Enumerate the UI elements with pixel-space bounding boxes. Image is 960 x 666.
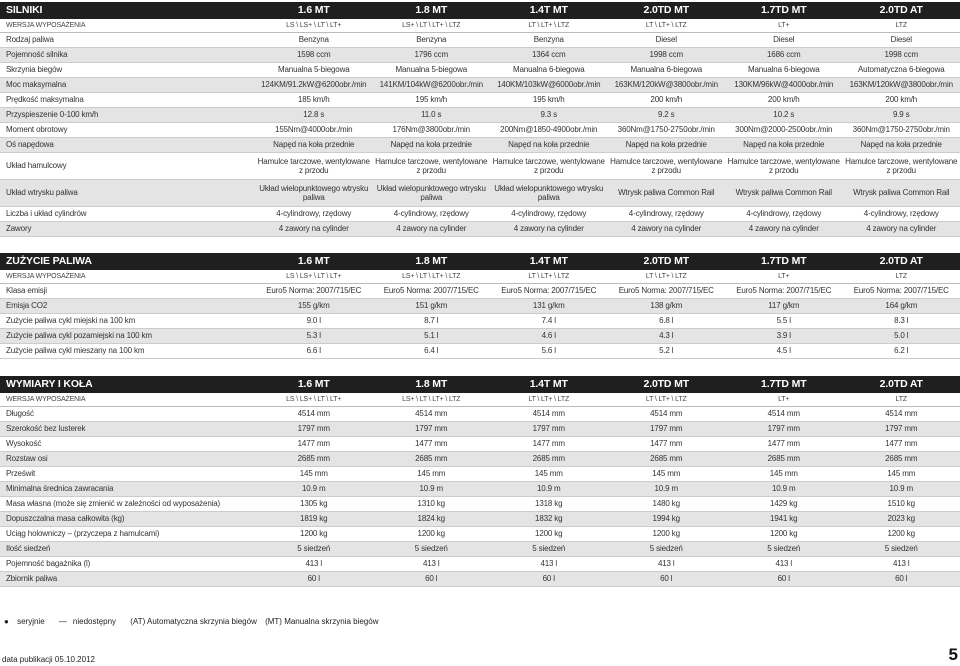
page-number: 5: [948, 645, 958, 664]
row-value: 4-cylindrowy, rzędowy: [373, 207, 491, 222]
table-row: [0, 153, 960, 180]
row-value: 1598 ccm: [255, 48, 373, 63]
legend-at: (AT) Automatyczna skrzynia biegów: [130, 617, 257, 626]
row-value: 1477 mm: [490, 437, 608, 452]
row-value: 11.0 s: [373, 108, 491, 123]
row-value: 9.3 s: [490, 108, 608, 123]
row-value: 10.9 m: [255, 482, 373, 497]
row-value: Diesel: [725, 33, 843, 48]
table-row: [0, 108, 960, 123]
row-value: 1686 ccm: [725, 48, 843, 63]
row-value: 145 mm: [608, 467, 726, 482]
table-row: [0, 180, 960, 207]
table-row: [0, 527, 960, 542]
row-value: 413 l: [843, 557, 960, 572]
row-value: Euro5 Norma: 2007/715/EC: [725, 284, 843, 299]
row-value: 60 l: [490, 572, 608, 587]
row-value: 4 zawory na cylinder: [255, 222, 373, 237]
row-value: 130KM/96kW@4000obr./min: [725, 78, 843, 93]
dims-table: [0, 376, 960, 587]
row-value: 360Nm@1750-2750obr./min: [608, 123, 726, 138]
row-value: Hamulce tarczowe, wentylowane z przodu: [843, 153, 960, 180]
legend-standard: ● seryjnie: [4, 617, 45, 626]
row-value: 5.5 l: [725, 314, 843, 329]
trim-value: LT+: [725, 270, 843, 284]
row-value: 117 g/km: [725, 299, 843, 314]
row-value: 145 mm: [373, 467, 491, 482]
row-value: 1797 mm: [490, 422, 608, 437]
row-value: 300Nm@2000-2500obr./min: [725, 123, 843, 138]
row-value: Hamulce tarczowe, wentylowane z przodu: [490, 153, 608, 180]
trim-value: LS \ LS+ \ LT \ LT+: [255, 393, 373, 407]
row-value: 5 siedzeń: [843, 542, 960, 557]
row-value: Hamulce tarczowe, wentylowane z przodu: [255, 153, 373, 180]
row-value: 1477 mm: [255, 437, 373, 452]
row-label: Rodzaj paliwa: [0, 33, 255, 48]
table-row: [0, 299, 960, 314]
row-value: 1477 mm: [608, 437, 726, 452]
row-value: 10.9 m: [843, 482, 960, 497]
column-header: 2.0TD AT: [843, 376, 960, 393]
row-value: 1796 ccm: [373, 48, 491, 63]
table-row: [0, 314, 960, 329]
row-value: 413 l: [608, 557, 726, 572]
row-label: Pojemność silnika: [0, 48, 255, 63]
column-header: 2.0TD AT: [843, 2, 960, 19]
trim-value: LS \ LS+ \ LT \ LT+: [255, 19, 373, 33]
column-header: 2.0TD AT: [843, 253, 960, 270]
row-label: Oś napędowa: [0, 138, 255, 153]
row-label: Pojemność bagażnika (l): [0, 557, 255, 572]
row-value: 6.2 l: [843, 344, 960, 359]
row-value: 1200 kg: [725, 527, 843, 542]
row-value: 145 mm: [725, 467, 843, 482]
row-value: 163KM/120kW@3800obr./min: [608, 78, 726, 93]
row-value: 413 l: [725, 557, 843, 572]
row-label: Rozstaw osi: [0, 452, 255, 467]
row-value: 5 siedzeń: [608, 542, 726, 557]
row-value: 5 siedzeń: [725, 542, 843, 557]
trim-value: LS \ LS+ \ LT \ LT+: [255, 270, 373, 284]
column-header: 1.6 MT: [255, 253, 373, 270]
row-value: 5.1 l: [373, 329, 491, 344]
table-row: [0, 437, 960, 452]
table-row: [0, 78, 960, 93]
row-label: Moment obrotowy: [0, 123, 255, 138]
row-value: 6.6 l: [255, 344, 373, 359]
row-value: Benzyna: [373, 33, 491, 48]
row-value: 4-cylindrowy, rzędowy: [255, 207, 373, 222]
dims-header-row: [0, 376, 960, 393]
row-value: 3.9 l: [725, 329, 843, 344]
row-label: Długość: [0, 407, 255, 422]
row-value: 5 siedzeń: [373, 542, 491, 557]
table-row: [0, 33, 960, 48]
row-value: 131 g/km: [490, 299, 608, 314]
row-value: 4 zawory na cylinder: [608, 222, 726, 237]
row-value: 4514 mm: [608, 407, 726, 422]
column-header: 2.0TD MT: [608, 376, 726, 393]
row-value: 4514 mm: [490, 407, 608, 422]
row-value: 1994 kg: [608, 512, 726, 527]
row-label: Zużycie paliwa cykl miejski na 100 km: [0, 314, 255, 329]
trim-value: LT+: [725, 393, 843, 407]
row-value: 1477 mm: [843, 437, 960, 452]
row-value: 1824 kg: [373, 512, 491, 527]
row-value: 145 mm: [255, 467, 373, 482]
row-value: 1797 mm: [725, 422, 843, 437]
table-row: [0, 48, 960, 63]
row-value: 1797 mm: [608, 422, 726, 437]
section-title: SILNIKI: [0, 2, 255, 19]
trim-value: LT \ LT+ \ LTZ: [490, 19, 608, 33]
row-value: 9.9 s: [843, 108, 960, 123]
row-label: Zawory: [0, 222, 255, 237]
row-value: 124KM/91.2kW@6200obr./min: [255, 78, 373, 93]
row-value: Napęd na koła przednie: [843, 138, 960, 153]
row-value: 1797 mm: [843, 422, 960, 437]
trim-value: LT \ LT+ \ LTZ: [490, 393, 608, 407]
row-value: 2685 mm: [725, 452, 843, 467]
table-row: [0, 542, 960, 557]
row-value: 60 l: [608, 572, 726, 587]
row-value: Wtrysk paliwa Common Rail: [843, 180, 960, 207]
row-label: Masa własna (może się zmienić w zależności od wyposażenia): [0, 497, 255, 512]
row-value: 1832 kg: [490, 512, 608, 527]
row-value: 2685 mm: [373, 452, 491, 467]
dot-icon: ●: [4, 617, 9, 626]
row-value: 2685 mm: [490, 452, 608, 467]
row-value: 4.5 l: [725, 344, 843, 359]
table-row: [0, 572, 960, 587]
row-value: 9.0 l: [255, 314, 373, 329]
publication-date: data publikacji 05.10.2012: [2, 655, 95, 664]
trim-value: LTZ: [843, 270, 960, 284]
trim-value: LS+ \ LT \ LT+ \ LTZ: [373, 393, 491, 407]
row-value: 4.6 l: [490, 329, 608, 344]
trim-label: WERSJA WYPOSAŻENIA: [0, 270, 255, 284]
table-row: [0, 93, 960, 108]
row-value: 5 siedzeń: [255, 542, 373, 557]
trim-value: LTZ: [843, 19, 960, 33]
row-value: 5.2 l: [608, 344, 726, 359]
trim-value: LT \ LT+ \ LTZ: [490, 270, 608, 284]
section-title: WYMIARY I KOŁA: [0, 376, 255, 393]
row-value: 4-cylindrowy, rzędowy: [843, 207, 960, 222]
row-value: Manualna 5-biegowa: [373, 63, 491, 78]
column-header: 1.8 MT: [373, 2, 491, 19]
row-value: Napęd na koła przednie: [608, 138, 726, 153]
trim-value: LS+ \ LT \ LT+ \ LTZ: [373, 19, 491, 33]
trim-value: LTZ: [843, 393, 960, 407]
row-value: 200 km/h: [725, 93, 843, 108]
table-row: [0, 557, 960, 572]
column-header: 2.0TD MT: [608, 2, 726, 19]
row-value: Manualna 6-biegowa: [608, 63, 726, 78]
column-header: 1.4T MT: [490, 253, 608, 270]
trim-label: WERSJA WYPOSAŻENIA: [0, 19, 255, 33]
row-value: 145 mm: [490, 467, 608, 482]
row-value: 2685 mm: [843, 452, 960, 467]
fuel-header-row: [0, 253, 960, 270]
table-row: [0, 407, 960, 422]
row-value: 1941 kg: [725, 512, 843, 527]
row-value: 1364 ccm: [490, 48, 608, 63]
trim-value: LS+ \ LT \ LT+ \ LTZ: [373, 270, 491, 284]
row-value: Układ wielopunktowego wtrysku paliwa: [490, 180, 608, 207]
engine-section: [0, 2, 960, 237]
row-value: 1200 kg: [843, 527, 960, 542]
row-value: 141KM/104kW@6200obr./min: [373, 78, 491, 93]
row-value: 155Nm@4000obr./min: [255, 123, 373, 138]
row-value: Wtrysk paliwa Common Rail: [725, 180, 843, 207]
table-row: [0, 63, 960, 78]
row-value: 1510 kg: [843, 497, 960, 512]
table-row: [0, 452, 960, 467]
row-value: 4 zawory na cylinder: [843, 222, 960, 237]
row-value: Euro5 Norma: 2007/715/EC: [608, 284, 726, 299]
row-label: Układ hamulcowy: [0, 153, 255, 180]
row-value: 200 km/h: [608, 93, 726, 108]
row-value: 60 l: [373, 572, 491, 587]
row-label: Emisja CO2: [0, 299, 255, 314]
row-value: 195 km/h: [490, 93, 608, 108]
row-value: Hamulce tarczowe, wentylowane z przodu: [373, 153, 491, 180]
row-value: Hamulce tarczowe, wentylowane z przodu: [725, 153, 843, 180]
table-row: [0, 207, 960, 222]
row-value: 4-cylindrowy, rzędowy: [725, 207, 843, 222]
row-value: 413 l: [255, 557, 373, 572]
table-row: [0, 222, 960, 237]
column-header: 1.4T MT: [490, 2, 608, 19]
row-value: 1797 mm: [255, 422, 373, 437]
row-value: 8.7 l: [373, 314, 491, 329]
trim-row: [0, 270, 960, 284]
table-row: [0, 482, 960, 497]
row-value: Diesel: [608, 33, 726, 48]
row-value: 4514 mm: [843, 407, 960, 422]
legend: [4, 617, 384, 626]
row-value: 1200 kg: [373, 527, 491, 542]
row-value: Napęd na koła przednie: [255, 138, 373, 153]
row-value: Diesel: [843, 33, 960, 48]
row-label: Minimalna średnica zawracania: [0, 482, 255, 497]
column-header: 2.0TD MT: [608, 253, 726, 270]
row-value: 4-cylindrowy, rzędowy: [608, 207, 726, 222]
row-value: 145 mm: [843, 467, 960, 482]
row-value: 1998 ccm: [843, 48, 960, 63]
row-value: 8.3 l: [843, 314, 960, 329]
row-value: 10.9 m: [725, 482, 843, 497]
trim-value: LT+: [725, 19, 843, 33]
table-row: [0, 497, 960, 512]
table-row: [0, 512, 960, 527]
row-value: 413 l: [373, 557, 491, 572]
row-value: 60 l: [843, 572, 960, 587]
row-label: Zbiornik paliwa: [0, 572, 255, 587]
row-value: Układ wielopunktowego wtrysku paliwa: [373, 180, 491, 207]
row-value: 1477 mm: [373, 437, 491, 452]
engine-rows: [0, 33, 960, 237]
row-value: 4 zawory na cylinder: [725, 222, 843, 237]
row-value: Euro5 Norma: 2007/715/EC: [490, 284, 608, 299]
section-title: ZUŻYCIE PALIWA: [0, 253, 255, 270]
table-row: [0, 467, 960, 482]
engine-header-row: [0, 2, 960, 19]
row-value: 4 zawory na cylinder: [373, 222, 491, 237]
column-header: 1.7TD MT: [725, 253, 843, 270]
row-value: Napęd na koła przednie: [725, 138, 843, 153]
trim-value: LT \ LT+ \ LTZ: [608, 19, 726, 33]
row-value: 1429 kg: [725, 497, 843, 512]
row-value: 5.3 l: [255, 329, 373, 344]
legend-unavailable: — niedostępny: [58, 617, 117, 626]
row-label: Szerokość bez lusterek: [0, 422, 255, 437]
row-value: 4 zawory na cylinder: [490, 222, 608, 237]
row-value: 360Nm@1750-2750obr./min: [843, 123, 960, 138]
dash-icon: —: [58, 617, 67, 626]
row-value: Manualna 5-biegowa: [255, 63, 373, 78]
row-value: 1200 kg: [490, 527, 608, 542]
row-value: Manualna 6-biegowa: [725, 63, 843, 78]
row-value: 176Nm@3800obr./min: [373, 123, 491, 138]
row-label: Liczba i układ cylindrów: [0, 207, 255, 222]
row-label: Moc maksymalna: [0, 78, 255, 93]
fuel-rows: [0, 284, 960, 359]
row-value: 12.8 s: [255, 108, 373, 123]
row-label: Uciąg holowniczy – (przyczepa z hamulcami): [0, 527, 255, 542]
row-value: 4514 mm: [725, 407, 843, 422]
trim-label: WERSJA WYPOSAŻENIA: [0, 393, 255, 407]
row-value: 10.9 m: [608, 482, 726, 497]
row-value: Hamulce tarczowe, wentylowane z przodu: [608, 153, 726, 180]
row-value: 200 km/h: [843, 93, 960, 108]
row-value: Wtrysk paliwa Common Rail: [608, 180, 726, 207]
row-value: 6.8 l: [608, 314, 726, 329]
row-label: Dopuszczalna masa całkowita (kg): [0, 512, 255, 527]
row-value: 10.9 m: [490, 482, 608, 497]
row-value: 1480 kg: [608, 497, 726, 512]
row-value: 1477 mm: [725, 437, 843, 452]
row-value: 60 l: [255, 572, 373, 587]
row-value: 60 l: [725, 572, 843, 587]
row-value: 413 l: [490, 557, 608, 572]
row-value: 1200 kg: [608, 527, 726, 542]
row-value: 5.0 l: [843, 329, 960, 344]
row-value: 4514 mm: [373, 407, 491, 422]
fuel-section: [0, 253, 960, 359]
row-label: Zużycie paliwa cykl mieszany na 100 km: [0, 344, 255, 359]
engine-table: [0, 2, 960, 237]
row-value: 1200 kg: [255, 527, 373, 542]
row-value: 163KM/120kW@3800obr./min: [843, 78, 960, 93]
trim-row: [0, 19, 960, 33]
legend-mt: (MT) Manualna skrzynia biegów: [265, 617, 379, 626]
row-label: Ilość siedzeń: [0, 542, 255, 557]
table-row: [0, 138, 960, 153]
column-header: 1.7TD MT: [725, 376, 843, 393]
column-header: 1.6 MT: [255, 376, 373, 393]
row-value: 4514 mm: [255, 407, 373, 422]
trim-value: LT \ LT+ \ LTZ: [608, 393, 726, 407]
row-value: 1797 mm: [373, 422, 491, 437]
trim-value: LT \ LT+ \ LTZ: [608, 270, 726, 284]
table-row: [0, 344, 960, 359]
row-label: Klasa emisji: [0, 284, 255, 299]
row-value: Benzyna: [255, 33, 373, 48]
row-value: Euro5 Norma: 2007/715/EC: [255, 284, 373, 299]
row-value: Automatyczna 6-biegowa: [843, 63, 960, 78]
row-label: Prześwit: [0, 467, 255, 482]
row-value: 5 siedzeń: [490, 542, 608, 557]
column-header: 1.8 MT: [373, 253, 491, 270]
table-row: [0, 329, 960, 344]
row-value: 185 km/h: [255, 93, 373, 108]
row-value: 9.2 s: [608, 108, 726, 123]
row-label: Skrzynia biegów: [0, 63, 255, 78]
row-value: 7.4 l: [490, 314, 608, 329]
row-value: 155 g/km: [255, 299, 373, 314]
row-label: Przyspieszenie 0-100 km/h: [0, 108, 255, 123]
row-value: Napęd na koła przednie: [490, 138, 608, 153]
row-value: 10.9 m: [373, 482, 491, 497]
row-value: 4.3 l: [608, 329, 726, 344]
row-label: Zużycie paliwa cykl pozamiejski na 100 km: [0, 329, 255, 344]
row-value: Manualna 6-biegowa: [490, 63, 608, 78]
row-value: 6.4 l: [373, 344, 491, 359]
row-value: 200Nm@1850-4900obr./min: [490, 123, 608, 138]
row-value: Napęd na koła przednie: [373, 138, 491, 153]
table-row: [0, 123, 960, 138]
row-value: 1305 kg: [255, 497, 373, 512]
table-row: [0, 422, 960, 437]
row-value: 2023 kg: [843, 512, 960, 527]
row-value: 5.6 l: [490, 344, 608, 359]
dims-section: [0, 376, 960, 587]
row-value: 2685 mm: [255, 452, 373, 467]
row-value: 1310 kg: [373, 497, 491, 512]
column-header: 1.7TD MT: [725, 2, 843, 19]
row-value: 10.2 s: [725, 108, 843, 123]
table-row: [0, 284, 960, 299]
column-header: 1.4T MT: [490, 376, 608, 393]
row-value: 164 g/km: [843, 299, 960, 314]
row-value: 140KM/103kW@6000obr./min: [490, 78, 608, 93]
row-value: 4-cylindrowy, rzędowy: [490, 207, 608, 222]
row-value: Euro5 Norma: 2007/715/EC: [843, 284, 960, 299]
fuel-table: [0, 253, 960, 359]
row-value: Benzyna: [490, 33, 608, 48]
row-value: 1318 kg: [490, 497, 608, 512]
dims-rows: [0, 407, 960, 587]
row-value: 138 g/km: [608, 299, 726, 314]
trim-row: [0, 393, 960, 407]
row-label: Prędkość maksymalna: [0, 93, 255, 108]
row-value: Euro5 Norma: 2007/715/EC: [373, 284, 491, 299]
row-value: 2685 mm: [608, 452, 726, 467]
column-header: 1.6 MT: [255, 2, 373, 19]
row-value: 151 g/km: [373, 299, 491, 314]
row-value: 195 km/h: [373, 93, 491, 108]
row-value: 1998 ccm: [608, 48, 726, 63]
row-value: 1819 kg: [255, 512, 373, 527]
row-value: Układ wielopunktowego wtrysku paliwa: [255, 180, 373, 207]
column-header: 1.8 MT: [373, 376, 491, 393]
row-label: Układ wtrysku paliwa: [0, 180, 255, 207]
row-label: Wysokość: [0, 437, 255, 452]
